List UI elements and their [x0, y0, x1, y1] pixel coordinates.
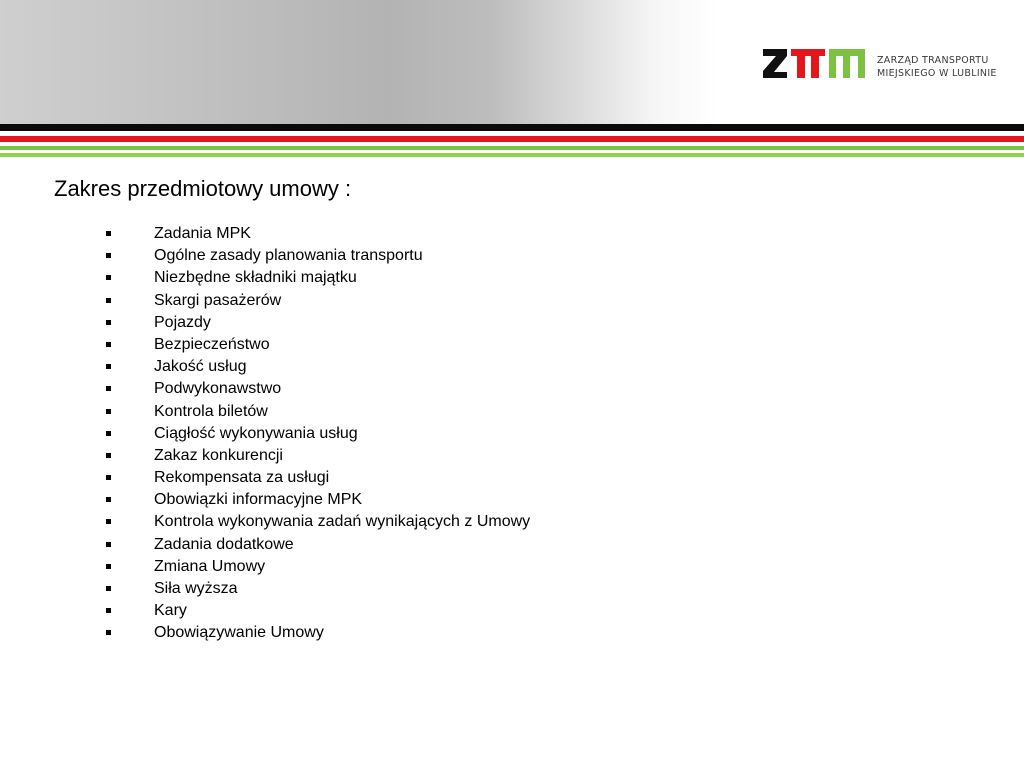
square-bullet-icon: [106, 453, 111, 458]
ztm-logo: [763, 47, 1003, 83]
list-item-label: Obowiązywanie Umowy: [154, 624, 324, 642]
slide-title: Zakres przedmiotowy umowy :: [54, 176, 352, 201]
ztm-logo-mark: [763, 47, 867, 81]
header-stripe-green-light: [0, 153, 1024, 157]
list-item-label: Kontrola biletów: [154, 402, 268, 420]
square-bullet-icon: [106, 542, 111, 547]
list-item-label: Obowiązki informacyjne MPK: [154, 491, 363, 509]
square-bullet-icon: [106, 364, 111, 369]
square-bullet-icon: [106, 342, 111, 347]
list-item-label: Zadania dodatkowe: [154, 535, 294, 553]
list-item-label: Ogólne zasady planowania transportu: [154, 247, 423, 265]
square-bullet-icon: [106, 298, 111, 303]
square-bullet-icon: [106, 630, 111, 635]
list-item-label: Zmiana Umowy: [154, 557, 266, 575]
square-bullet-icon: [106, 386, 111, 391]
list-item-label: Rekompensata za usługi: [154, 469, 330, 487]
list-item-label: Jakość usług: [154, 358, 247, 376]
list-item-label: Zadania MPK: [154, 225, 251, 242]
header-stripe-green: [0, 146, 1024, 150]
list-item-label: Kary: [154, 602, 187, 620]
square-bullet-icon: [106, 475, 111, 480]
list-item-label: Pojazdy: [154, 313, 211, 331]
list-item-label: Siła wyższa: [154, 580, 238, 597]
square-bullet-icon: [106, 586, 111, 591]
list-item-label: Ciągłość wykonywania usług: [154, 424, 358, 442]
list-item-label: Niezbędne składniki majątku: [154, 269, 357, 287]
square-bullet-icon: [106, 608, 111, 613]
square-bullet-icon: [106, 231, 111, 236]
logo-line-1: ZARZĄD TRANSPORTU: [877, 55, 989, 66]
list-item-label: Bezpieczeństwo: [154, 335, 270, 353]
square-bullet-icon: [106, 320, 111, 325]
square-bullet-icon: [106, 519, 111, 524]
header-stripe-black: [0, 124, 1024, 131]
list-item-label: Kontrola wykonywania zadań wynikających z Umowy: [154, 513, 531, 531]
square-bullet-icon: [106, 497, 111, 502]
square-bullet-icon: [106, 275, 111, 280]
ztm-logo-text: [877, 54, 997, 80]
square-bullet-icon: [106, 431, 111, 436]
square-bullet-icon: [106, 564, 111, 569]
list-item-label: Zakaz konkurencji: [154, 446, 283, 464]
logo-line-2: MIEJSKIEGO W LUBLINIE: [877, 68, 997, 79]
square-bullet-icon: [106, 253, 111, 258]
header-stripe-red: [0, 136, 1024, 142]
list-item-label: Skargi pasażerów: [154, 291, 282, 309]
list-item-label: Podwykonawstwo: [154, 380, 282, 398]
square-bullet-icon: [106, 409, 111, 414]
